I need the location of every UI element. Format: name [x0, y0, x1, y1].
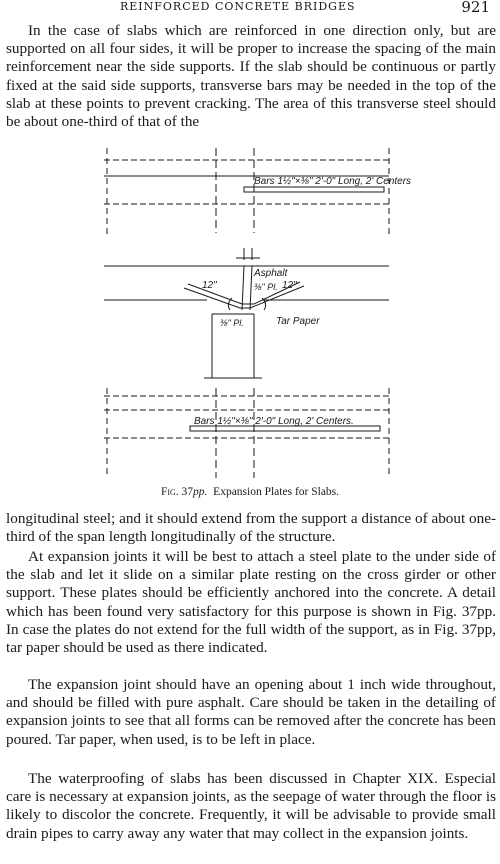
paragraph-2: longitudinal steel; and it should extend from the support a distance of about one-third of the span length longitudinally of the structure.: [6, 510, 496, 546]
label-tar-paper: Tar Paper: [276, 316, 320, 327]
running-head: REINFORCED CONCRETE BRIDGES: [120, 0, 356, 13]
label-plate-top: ⅜" Pl.: [254, 282, 278, 292]
label-bars-bottom: Bars 1½"×⅜" 2'-0" Long, 2' Centers.: [194, 416, 354, 427]
page-number: 921: [461, 0, 490, 16]
expansion-gap-right: [250, 266, 252, 310]
page-header: [0, 0, 500, 16]
paragraph-4: The expansion joint should have an opening about 1 inch wide throughout, and should be filled with pure asphalt. Care should be taken in the detailing of expansion joints to see that all forms can be removed after the concrete has been poured. Tar paper, when used, is to be left in place.: [6, 676, 496, 748]
plan-top-bar: [244, 187, 384, 192]
label-dim-right: 12": [282, 280, 297, 291]
label-dim-left: 12": [202, 280, 217, 291]
label-bars-top: Bars 1½"×⅜" 2'-0" Long, 2' Centers: [254, 176, 412, 187]
paragraph-5: The waterproofing of slabs has been discussed in Chapter XIX. Especial care is necessary at expansion joints, as the seepage of water through the floor is likely to discolor the concrete. Frequently, it will be advisable to provide small drain pipes to carry away any water that may collect in the expansion joints.: [6, 770, 496, 842]
paragraph-1: In the case of slabs which are reinforced in one direction only, but are supported on all four sides, it will be proper to increase the spacing of the main reinforcement near the side supports. If the slab should be continuous or partly fixed at the said side supports, transverse bars may be needed in the top of the slab at these points to prevent cracking. The area of this transverse steel should be about one-third of that of the: [6, 22, 496, 131]
paragraph-3: At expansion joints it will be best to attach a steel plate to the under side of the slab and let it slide on a similar plate resting on the cross girder or other support. These plates should be efficiently anchored into the concrete. A detail which has been found very satisfactory for this purpose is shown in Fig. 37pp. In case the plates do not extend for the full width of the support, as in Fig. 37pp, tar paper should be used as there indicated.: [6, 548, 496, 657]
expansion-plates-figure: [104, 148, 412, 488]
caption-text: Expansion Plates for Slabs.: [213, 486, 340, 498]
figure-caption: [0, 486, 500, 498]
figure-drawing: [104, 148, 412, 488]
caption-ref: pp.: [193, 486, 208, 498]
expansion-gap-left: [242, 266, 244, 310]
label-plate-bottom: ⅜" Pl.: [220, 318, 244, 328]
caption-label: Fig. 37: [160, 486, 194, 498]
label-asphalt: Asphalt: [254, 268, 288, 279]
